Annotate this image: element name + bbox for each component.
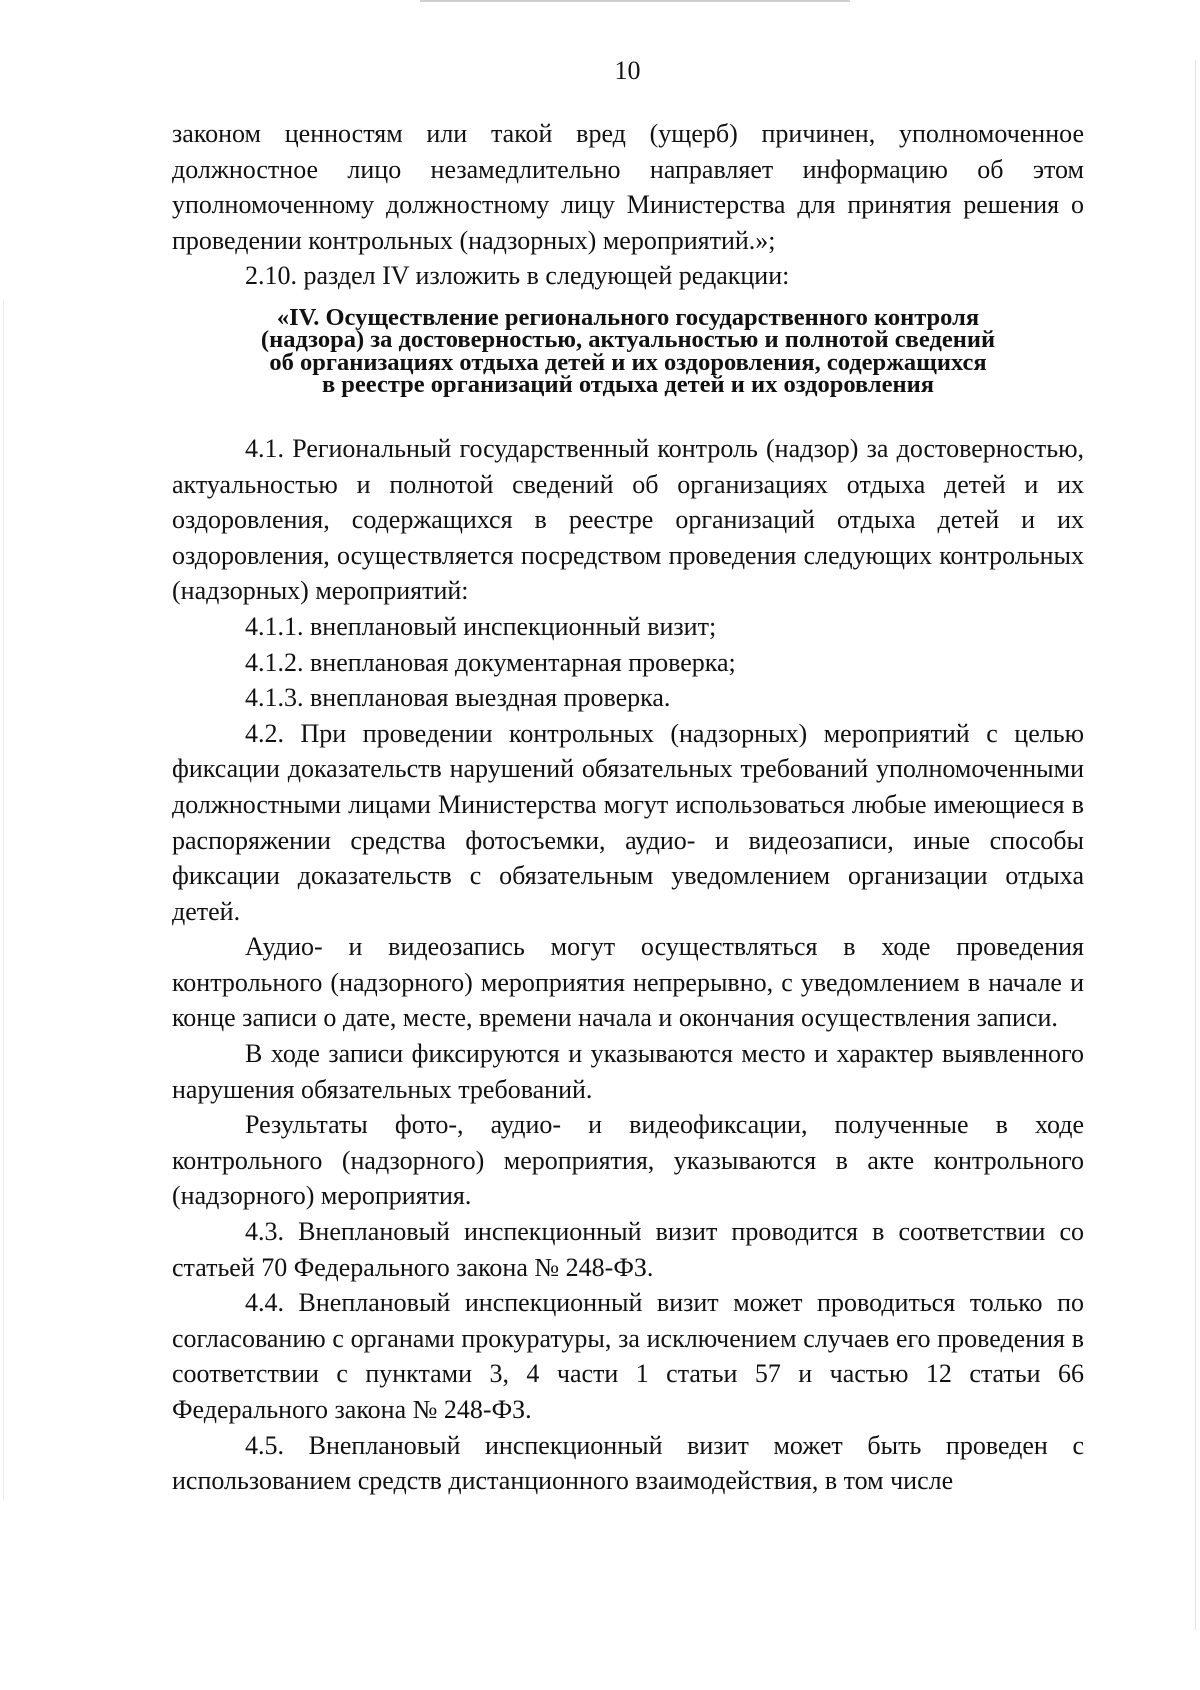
section-heading-line: (надзора) за достоверностью, актуальностью и полнотой сведений bbox=[260, 326, 996, 354]
scan-artifact-top bbox=[420, 0, 850, 2]
paragraph-amendment-2-10: 2.10. раздел IV изложить в следующей редакции: bbox=[245, 261, 790, 291]
paragraph-audio-video: Аудио- и видеозапись могут осуществляться в ходе проведения контрольного (надзорного) мероприятия непрерывно, с уведомлением в начале и конце записи о дате, месте, времени начала и окончания осуществления записи. bbox=[172, 932, 1084, 1033]
scan-artifact-right bbox=[1195, 60, 1196, 1630]
paragraph-4-4: 4.4. Внеплановый инспекционный визит может проводиться только по согласованию с органами прокуратуры, за исключением случаев его проведения в соответствии с пунктами 3, 4 части 1 статьи 57 и частью 12 статьи 66 Федерального закона № 248-ФЗ. bbox=[172, 1288, 1084, 1424]
paragraph-4-1-2: 4.1.2. внеплановая документарная проверка; bbox=[245, 647, 736, 677]
paragraph-continuation: законом ценностям или такой вред (ущерб) причинен, уполномоченное должностное лицо незамедлительно направляет информацию об этом уполномоченному должностному лицу Министерства для принятия решения о проведении контрольных (надзорных) мероприятий.»; bbox=[172, 119, 1084, 255]
scan-artifact-left bbox=[3, 300, 4, 1500]
paragraph-results: Результаты фото-, аудио- и видеофиксации, полученные в ходе контрольного (надзорного) мероприятия, указываются в акте контрольного (надзорного) мероприятия. bbox=[172, 1110, 1084, 1211]
paragraph-4-1-1: 4.1.1. внеплановый инспекционный визит; bbox=[245, 611, 717, 641]
paragraph-4-3: 4.3. Внеплановый инспекционный визит проводится в соответствии со статьей 70 Федерального закона № 248-ФЗ. bbox=[172, 1217, 1084, 1282]
document-body bbox=[172, 116, 1084, 1499]
paragraph-4-2: 4.2. При проведении контрольных (надзорных) мероприятий с целью фиксации доказательств нарушений обязательных требований уполномоченными должностными лицами Министерства могут использоваться любые имеющиеся в распоряжении средства фотосъемки, аудио- и видеозаписи, иные способы фиксации доказательств с обязательным уведомлением организации отдыха детей. bbox=[172, 718, 1084, 926]
paragraph-4-1-3: 4.1.3. внеплановая выездная проверка. bbox=[245, 683, 671, 713]
paragraph-4-5: 4.5. Внеплановый инспекционный визит может быть проведен с использованием средств дистанционного взаимодействия, в том числе bbox=[172, 1430, 1084, 1496]
section-heading bbox=[172, 303, 1084, 399]
section-heading-line: в реестре организаций отдыха детей и их оздоровления bbox=[321, 371, 935, 399]
paragraph-recording-details: В ходе записи фиксируются и указываются место и характер выявленного нарушения обязательных требований. bbox=[172, 1039, 1084, 1104]
page-number: 10 bbox=[614, 56, 641, 85]
paragraph-4-1: 4.1. Региональный государственный контроль (надзор) за достоверностью, актуальностью и полнотой сведений об организациях отдыха детей и их оздоровления, содержащихся в реестре организаций отдыха детей и их оздоровления, осуществляется посредством проведения следующих контрольных (надзорных) мероприятий: bbox=[172, 433, 1084, 606]
section-heading-line: «IV. Осуществление регионального государственного контроля bbox=[276, 303, 980, 331]
section-heading-line: об организациях отдыха детей и их оздоровления, содержащихся bbox=[269, 348, 987, 376]
